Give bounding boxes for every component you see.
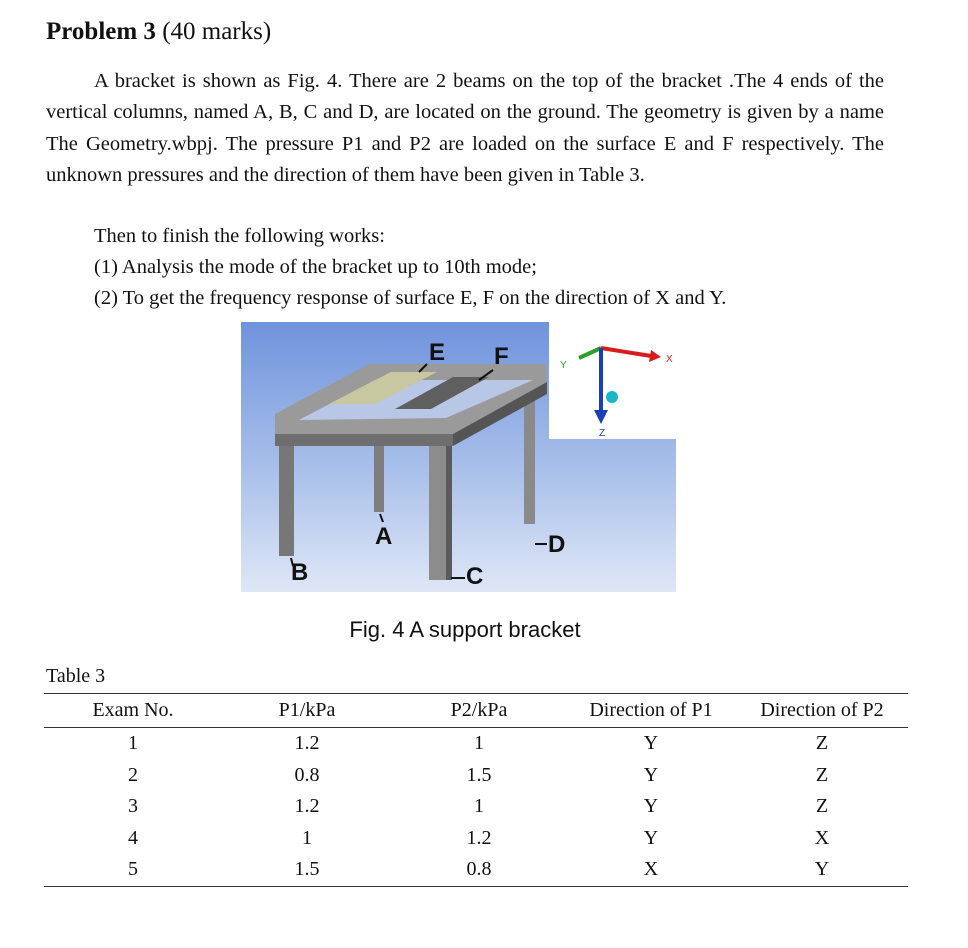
table-row (44, 823, 908, 855)
cell-direction-p2: X (814, 826, 830, 849)
triad-origin-sphere (606, 391, 618, 403)
label-b: B (291, 559, 309, 586)
table-row (44, 728, 908, 760)
cell-exam-no: 2 (128, 763, 138, 786)
header-p1: P1/kPa (222, 694, 392, 728)
cell-exam-no: 5 (44, 854, 222, 886)
cell-p1: 1.2 (294, 795, 320, 818)
cell-direction-p2: Z (815, 763, 829, 786)
cell-exam-no: 3 (128, 795, 138, 818)
bracket-figure (241, 322, 676, 592)
cell-p2: 1.5 (466, 763, 492, 786)
cell-p2: 1.2 (466, 826, 492, 849)
cell-direction-p1: Y (643, 732, 659, 755)
header-exam-no: Exam No. (44, 694, 222, 728)
pressure-table (44, 693, 908, 887)
table-row (44, 791, 908, 823)
label-c: C (466, 563, 484, 590)
cell-direction-p1: X (566, 854, 736, 886)
cell-p2: 0.8 (392, 854, 566, 886)
column-b-shaft (279, 446, 294, 556)
cell-p2: 1 (474, 795, 484, 818)
label-f: F (494, 343, 509, 370)
cell-p1: 1 (302, 826, 312, 849)
cell-direction-p2: Y (736, 854, 908, 886)
cell-direction-p1: Y (643, 826, 659, 849)
table-caption: Table 3 (46, 665, 106, 687)
axis-x-label: X (666, 354, 673, 365)
header-direction-p1: Direction of P1 (566, 694, 736, 728)
figure-caption (0, 617, 930, 643)
figure-caption-text: Fig. 4 A support bracket (349, 617, 581, 642)
cell-direction-p1: Y (643, 795, 659, 818)
cell-direction-p2: Z (815, 795, 829, 818)
problem-marks: (40 marks) (162, 18, 272, 45)
label-a: A (375, 523, 393, 550)
axis-z-label: Z (599, 428, 606, 439)
cell-direction-p1: Y (643, 763, 659, 786)
column-c-shaft (429, 446, 446, 580)
paragraph-text: A bracket is shown as Fig. 4. There are 2 beams on the top of the bracket .The 4 ends of the vertical columns, named A, B, C and D, are located on the ground. The geometry is given by a name The Geometry.wbpj. The pressure P1 and P2 are loaded on the surface E and F respectively. The unknown pressures and the direction of them have been given in Table 3. (46, 70, 884, 187)
problem-paragraph (46, 66, 884, 192)
cell-p1: 0.8 (294, 763, 320, 786)
column-c-side (446, 446, 452, 580)
cell-exam-no: 4 (128, 826, 138, 849)
axis-triad-panel (549, 322, 676, 439)
axis-y-label: Y (560, 360, 567, 371)
tasks-intro: Then to finish the following works: (94, 225, 385, 247)
top-frame-front-face (275, 434, 453, 446)
table-row (44, 760, 908, 792)
header-direction-p2: Direction of P2 (736, 694, 908, 728)
problem-title: Problem 3 (46, 18, 156, 45)
label-e: E (429, 339, 446, 366)
label-d: D (548, 531, 566, 558)
cell-direction-p2: Z (815, 732, 829, 755)
task-item-2: (2) To get the frequency response of surface E, F on the direction of X and Y. (94, 287, 727, 309)
table-row (44, 854, 908, 886)
cell-p1: 1.5 (222, 854, 392, 886)
table-header-row (44, 694, 908, 728)
cell-p1: 1.2 (294, 732, 320, 755)
problem-heading (46, 18, 271, 46)
cell-exam-no: 1 (128, 732, 138, 755)
task-item-1: (1) Analysis the mode of the bracket up to 10th mode; (94, 256, 537, 278)
cell-p2: 1 (474, 732, 484, 755)
bracket-model-image (241, 322, 676, 592)
header-p2: P2/kPa (392, 694, 566, 728)
